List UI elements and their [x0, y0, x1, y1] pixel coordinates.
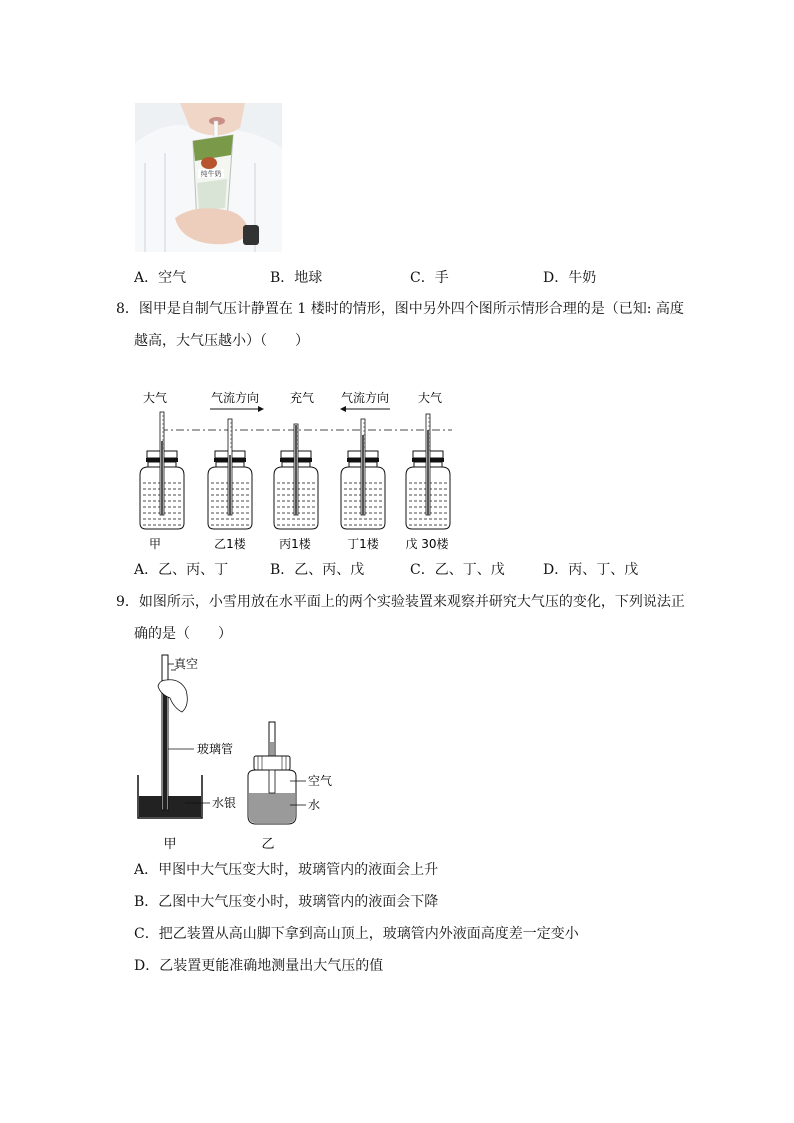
label-air: 空气	[308, 774, 333, 788]
q7-option-b[interactable]: B．地球	[270, 270, 323, 286]
q9-option-a[interactable]: A．甲图中大气压变大时，玻璃管内的液面会上升	[134, 862, 439, 878]
torricelli-apparatus	[138, 655, 210, 818]
label-wu-30f: 戊 30楼	[405, 537, 449, 551]
label-airflow-1: 气流方向	[210, 391, 260, 405]
bottle-bing	[274, 424, 318, 529]
bottle-jia	[140, 412, 184, 529]
bottle-apparatus	[248, 722, 306, 824]
q9-apparatus-figure	[130, 650, 350, 855]
label-vacuum: 真空	[174, 657, 199, 671]
label-atmosphere-2: 大气	[417, 391, 443, 405]
label-bing-1f: 丙1楼	[279, 537, 311, 551]
q8-option-b[interactable]: B．乙、丙、戊	[270, 562, 365, 578]
label-airflow-2: 气流方向	[340, 391, 390, 405]
bottle-yi	[208, 419, 252, 529]
q7-option-c[interactable]: C．手	[410, 270, 449, 286]
q9-option-c[interactable]: C．把乙装置从高山脚下拿到高山顶上，玻璃管内外液面高度差一定变小	[134, 926, 579, 942]
arrow-left-icon	[340, 406, 390, 412]
label-mercury: 水银	[212, 796, 237, 810]
label-jia: 甲	[148, 537, 162, 551]
bottle-ding	[341, 419, 385, 529]
q8-option-a[interactable]: A．乙、丙、丁	[134, 562, 229, 578]
label-jia-apparatus: 甲	[163, 837, 177, 852]
barometer-diagram	[130, 385, 460, 555]
label-water: 水	[308, 798, 321, 812]
arrow-right-icon	[210, 406, 264, 412]
q8-option-c[interactable]: C．乙、丁、戊	[410, 562, 505, 578]
label-inflate: 充气	[289, 391, 315, 405]
label-atmosphere-1: 大气	[142, 391, 168, 405]
q9-option-b[interactable]: B．乙图中大气压变小时，玻璃管内的液面会下降	[134, 894, 439, 910]
q8-stem-line1: 8．图甲是自制气压计静置在 1 楼时的情形，图中另外四个图所示情形合理的是（已知: 高度	[116, 301, 684, 317]
q8-option-d[interactable]: D．丙、丁、戊	[543, 562, 639, 578]
q9-stem-line2: 确的是（ ）	[134, 626, 232, 642]
bottle-wu	[406, 414, 450, 529]
milk-drinking-photo	[135, 103, 282, 252]
q8-barometer-figure	[130, 385, 460, 555]
apparatus-diagram	[130, 650, 350, 855]
q8-stem-line2: 越高，大气压越小）（ ）	[134, 333, 309, 349]
milk-photo-illustration	[135, 103, 282, 252]
q7-option-a[interactable]: A．空气	[134, 270, 187, 286]
label-yi-apparatus: 乙	[261, 837, 275, 852]
q9-stem-line1: 9．如图所示，小雪用放在水平面上的两个实验装置来观察并研究大气压的变化，下列说法正	[116, 594, 685, 610]
q9-option-d[interactable]: D．乙装置更能准确地测量出大气压的值	[134, 958, 384, 974]
label-ding-1f: 丁1楼	[347, 537, 379, 551]
label-yi-1f: 乙1楼	[214, 537, 246, 551]
q7-option-d[interactable]: D．牛奶	[543, 270, 597, 286]
milk-label-text: 纯牛奶	[200, 170, 222, 178]
label-glass-tube: 玻璃管	[197, 742, 234, 756]
